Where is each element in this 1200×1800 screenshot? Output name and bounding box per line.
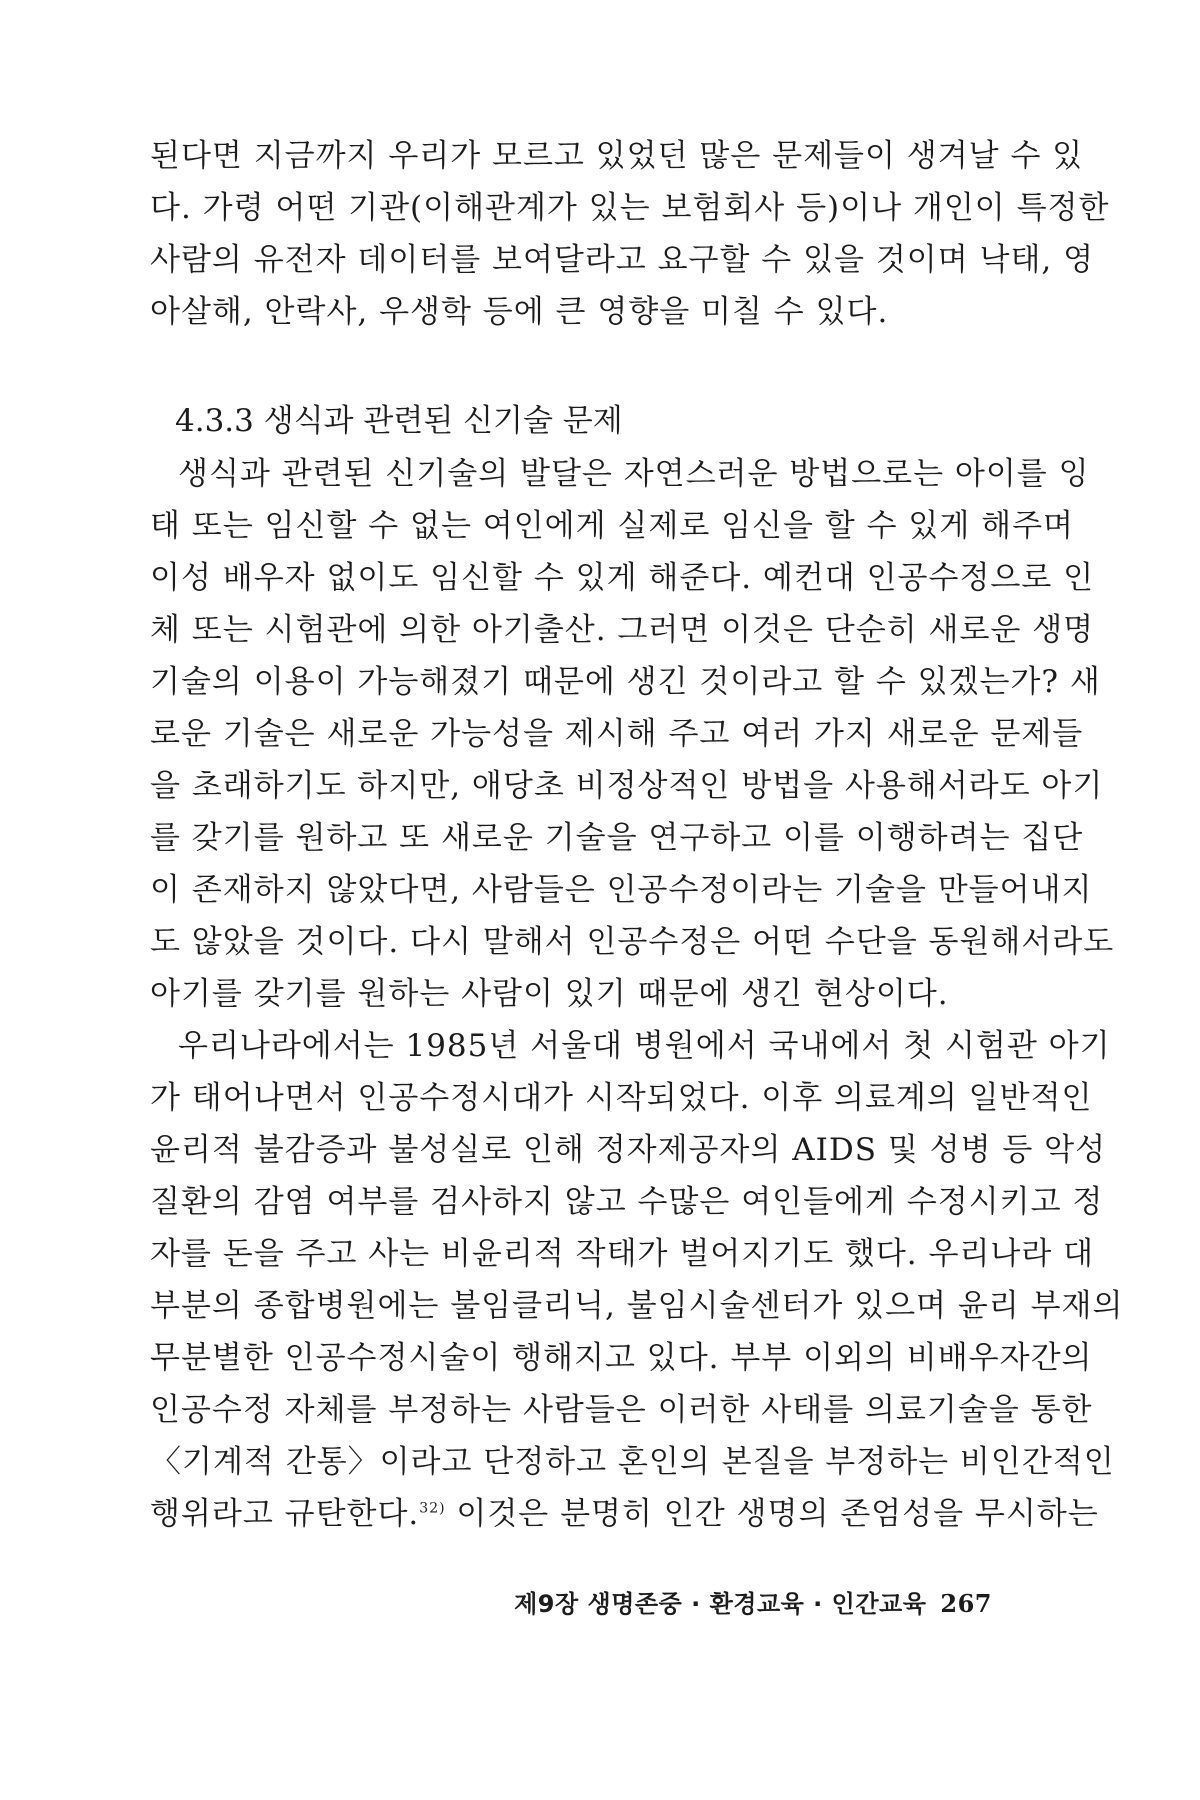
text-line: 〈기계적 간통〉이라고 단정하고 혼인의 본질을 부정하는 비인간적인 [150, 1444, 1115, 1480]
text-line: 우리나라에서는 1985년 서울대 병원에서 국내에서 첫 시험관 아기 [178, 1028, 1111, 1064]
text-line: 가 태어나면서 인공수정시대가 시작되었다. 이후 의료계의 일반적인 [150, 1080, 1093, 1116]
text-line: 도 않았을 것이다. 다시 말해서 인공수정은 어떤 수단을 동원해서라도 [150, 924, 1115, 960]
text-line: 된다면 지금까지 우리가 모르고 있었던 많은 문제들이 생겨날 수 있 [150, 138, 1084, 174]
text-line: 아기를 갖기를 원하는 사람이 있기 때문에 생긴 현상이다. [150, 976, 949, 1012]
text-line: 이 존재하지 않았다면, 사람들은 인공수정이라는 기술을 만들어내지 [150, 872, 1093, 908]
text-line: 다. 가령 어떤 기관(이해관계가 있는 보험회사 등)이나 개인이 특정한 [150, 190, 1110, 226]
text-line: 체 또는 시험관에 의한 아기출산. 그러면 이것은 단순히 새로운 생명 [150, 612, 1095, 648]
text-line: 로운 기술은 새로운 가능성을 제시해 주고 여러 가지 새로운 문제들 [150, 716, 1084, 752]
paragraph-2 [150, 1020, 1124, 1540]
intro-paragraph [150, 130, 1110, 338]
page-footer [514, 1584, 992, 1619]
text-line [150, 1488, 1099, 1540]
page-number: 267 [940, 1589, 992, 1618]
text-segment: 행위라고 규탄한다. [150, 1496, 420, 1532]
paragraph-1 [150, 448, 1115, 1020]
text-segment: 이것은 분명히 인간 생명의 존엄성을 무시하는 [445, 1496, 1099, 1532]
text-line: 인공수정 자체를 부정하는 사람들은 이러한 사태를 의료기술을 통한 [150, 1392, 1093, 1428]
text-line: 생식과 관련된 신기술의 발달은 자연스러운 방법으로는 아이를 잉 [178, 456, 1090, 492]
text-line: 무분별한 인공수정시술이 행해지고 있다. 부부 이외의 비배우자간의 [150, 1340, 1093, 1376]
text-line: 질환의 감염 여부를 검사하지 않고 수많은 여인들에게 수정시키고 정 [150, 1184, 1104, 1220]
text-line: 자를 돈을 주고 사는 비윤리적 작태가 벌어지기도 했다. 우리나라 대 [150, 1236, 1095, 1272]
text-line: 윤리적 불감증과 불성실로 인해 정자제공자의 AIDS 및 성병 등 악성 [150, 1132, 1107, 1168]
footnote-reference[interactable]: 32) [419, 1500, 446, 1517]
text-line: 태 또는 임신할 수 없는 여인에게 실제로 임신을 할 수 있게 해주며 [150, 508, 1074, 544]
text-line: 사람의 유전자 데이터를 보여달라고 요구할 수 있을 것이며 낙태, 영 [150, 242, 1095, 278]
chapter-title: 제9장 생명존중 · 환경교육 · 인간교육 [514, 1590, 927, 1618]
text-line: 부분의 종합병원에는 불임클리닉, 불임시술센터가 있으며 윤리 부재의 [150, 1288, 1124, 1324]
section-heading: 4.3.3 생식과 관련된 신기술 문제 [175, 403, 623, 439]
text-line: 아살해, 안락사, 우생학 등에 큰 영향을 미칠 수 있다. [150, 294, 889, 330]
text-line: 를 갖기를 원하고 또 새로운 기술을 연구하고 이를 이행하려는 집단 [150, 820, 1084, 856]
text-line: 이성 배우자 없이도 임신할 수 있게 해준다. 예컨대 인공수정으로 인 [150, 560, 1095, 596]
text-line: 기술의 이용이 가능해졌기 때문에 생긴 것이라고 할 수 있겠는가? 새 [150, 664, 1101, 700]
text-line: 을 초래하기도 하지만, 애당초 비정상적인 방법을 사용해서라도 아기 [150, 768, 1104, 804]
